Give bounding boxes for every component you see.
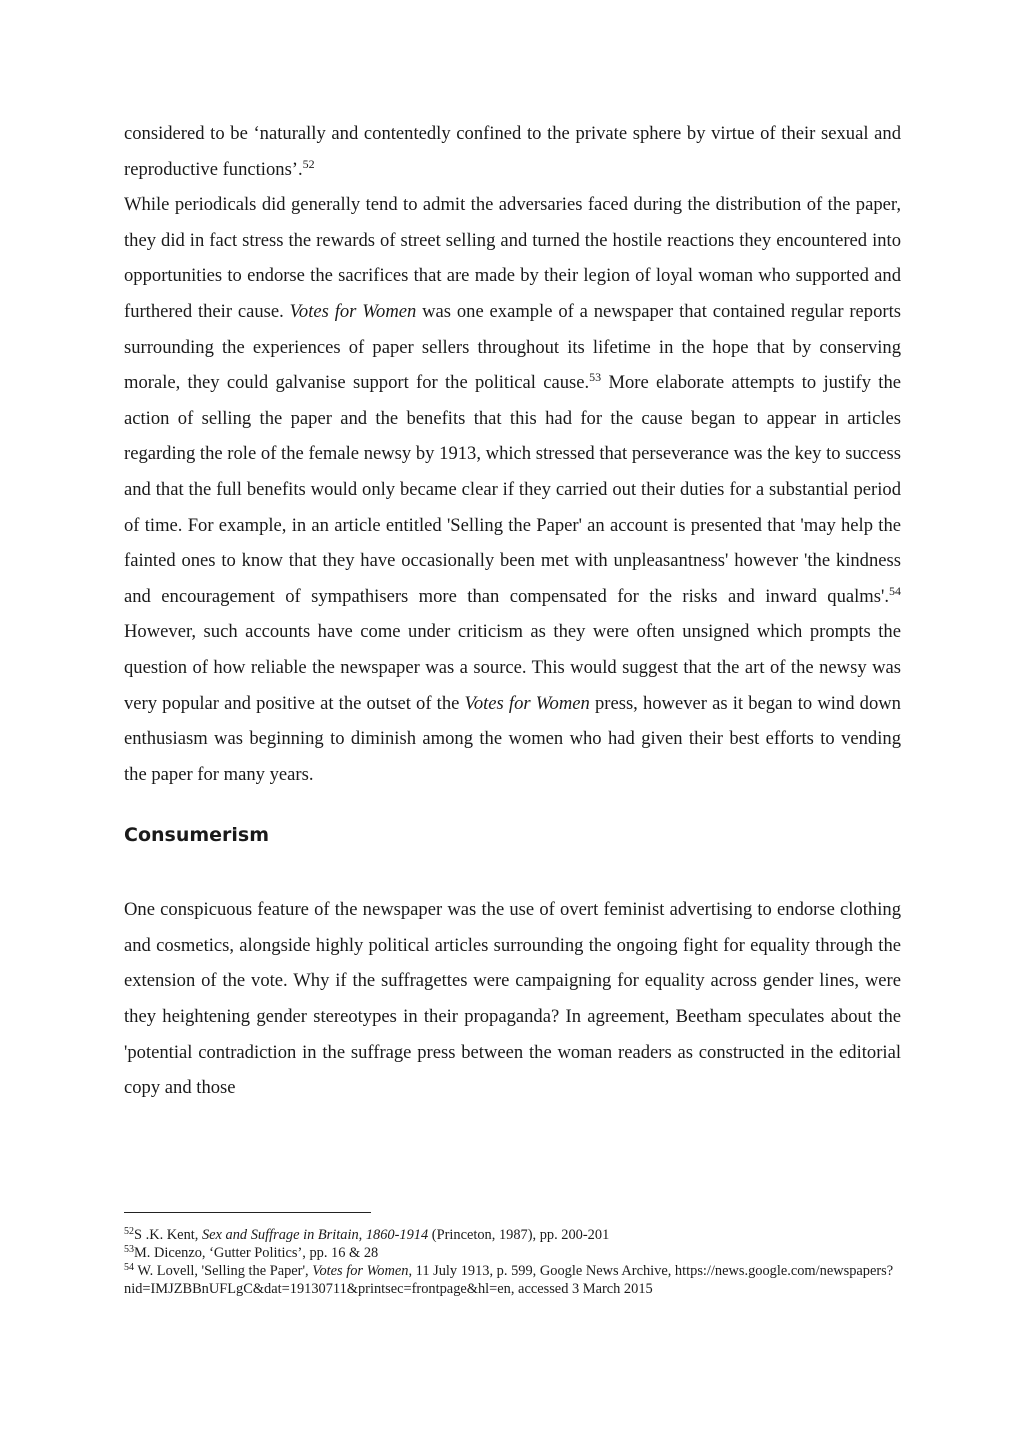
footnote-title: Votes for Women xyxy=(312,1263,409,1279)
paragraph-text: While periodicals did generally tend to admit the adversaries faced during the distribution of the paper, they did in fact stress the rewards of street selling and turned the hostile reactions they encountered into opportunities to endorse the sacrifices that are made by their legion of loyal woman who supported and furthered their cause. xyxy=(124,194,901,322)
footnote-text: (Princeton, 1987), pp. 200-201 xyxy=(428,1227,610,1243)
paragraph-text: press, however as it began to wind down enthusiasm was beginning to diminish among the women who had given their best efforts to vending the paper for many years. xyxy=(124,692,901,785)
paragraph-newsy xyxy=(124,187,901,792)
footnote-number: 52 xyxy=(124,1226,134,1237)
document-page xyxy=(124,116,901,1106)
footnote-number: 54 xyxy=(124,1262,134,1273)
footnote-divider xyxy=(124,1212,371,1213)
paragraph-consumerism xyxy=(124,892,901,1106)
footnote-ref-53: 53 xyxy=(589,370,602,385)
paragraph-text: was one example of a newspaper that contained regular reports surrounding the experiences of paper sellers throughout its lifetime in the hope that by conserving morale, they could galvanise support for the political cause. xyxy=(124,300,901,394)
publication-title: Votes for Women xyxy=(289,300,417,322)
footnote-ref-54: 54 xyxy=(889,583,901,598)
paragraph-text: One conspicuous feature of the newspaper was the use of overt feminist advertising to endorse clothing and cosmetics, alongside highly political articles surrounding the ongoing fight for equality through the extension of the vote. Why if the suffragettes were campaigning for equality across gender lines, were they heightening gender stereotypes in their propaganda? In agreement, Beetham speculates about the 'potential contradiction in the suffrage press between the woman readers as constructed in the editorial copy and those xyxy=(124,899,901,1099)
paragraph-text: More elaborate attempts to justify the action of selling the paper and the benefits that this had for the cause began to appear in articles regarding the role of the female newsy by 1913, which stressed that perseverance was the key to success and that the full benefits would only became clear if they carried out their duties for a substantial period of time. For example, in an article entitled 'Selling the Paper' an account is presented that 'may help the fainted ones to know that they have occasionally been met with unpleasantness' however 'the kindness and encouragement of sympathisers more than compensated for the risks and inward qualms'. xyxy=(124,372,901,607)
footnotes xyxy=(124,1226,904,1298)
paragraph-text: considered to be ‘naturally and contentedly confined to the private sphere by virtue of their sexual and reproductive functions’. xyxy=(124,123,901,180)
footnote-54 xyxy=(124,1262,904,1298)
paragraph-continuation xyxy=(124,116,901,187)
section-heading: Consumerism xyxy=(124,824,270,847)
footnote-text: S .K. Kent, xyxy=(134,1227,202,1243)
footnote-text: W. Lovell, 'Selling the Paper', xyxy=(134,1263,313,1279)
footnote-text: M. Dicenzo, ‘Gutter Politics’, pp. 16 & 28 xyxy=(134,1245,379,1261)
footnote-ref-52: 52 xyxy=(302,156,315,171)
publication-title: Votes for Women xyxy=(464,692,590,714)
footnote-53 xyxy=(124,1244,904,1262)
footnote-title: Sex and Suffrage in Britain, 1860-1914 xyxy=(201,1227,429,1243)
footnote-text: , 11 July 1913, p. 599, Google News Archive, https://news.google.com/newspapers?nid=IMJZBBnUFLgC&dat=19130711&printsec=frontpage&hl=en, accessed 3 March 2015 xyxy=(124,1263,894,1297)
footnote-number: 53 xyxy=(124,1244,134,1255)
footnote-52 xyxy=(124,1226,904,1244)
paragraph-text: However, such accounts have come under criticism as they were often unsigned which prompts the question of how reliable the newspaper was a source. This would suggest that the art of the newsy was very popular and positive at the outset of the xyxy=(124,621,901,714)
